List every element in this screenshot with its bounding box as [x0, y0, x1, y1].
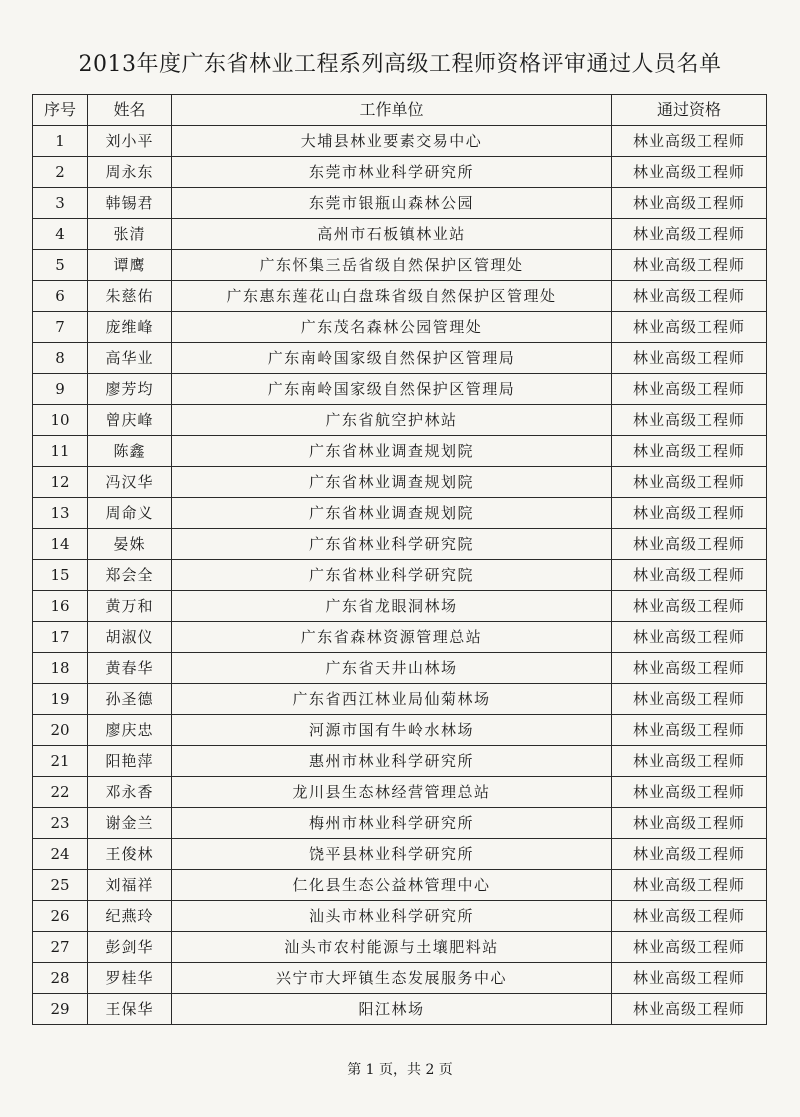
- cell-unit: 广东南岭国家级自然保护区管理局: [172, 343, 612, 374]
- cell-qualification: 林业高级工程师: [612, 157, 767, 188]
- cell-qualification: 林业高级工程师: [612, 529, 767, 560]
- cell-name: 陈鑫: [88, 436, 172, 467]
- table-row: [33, 529, 767, 560]
- table-row: [33, 467, 767, 498]
- cell-no: 13: [33, 498, 88, 529]
- roster-table-body: [33, 126, 767, 1025]
- table-row: [33, 994, 767, 1025]
- cell-no: 16: [33, 591, 88, 622]
- cell-unit: 龙川县生态林经营管理总站: [172, 777, 612, 808]
- cell-name: 高华业: [88, 343, 172, 374]
- header-row: [33, 95, 767, 126]
- cell-unit: 广东省林业科学研究院: [172, 560, 612, 591]
- cell-no: 18: [33, 653, 88, 684]
- cell-name: 朱慈佑: [88, 281, 172, 312]
- cell-no: 4: [33, 219, 88, 250]
- cell-qualification: 林业高级工程师: [612, 219, 767, 250]
- cell-unit: 广东省龙眼洞林场: [172, 591, 612, 622]
- cell-no: 2: [33, 157, 88, 188]
- cell-name: 庞维峰: [88, 312, 172, 343]
- header-unit: 工作单位: [172, 95, 612, 126]
- cell-name: 孙圣德: [88, 684, 172, 715]
- cell-qualification: 林业高级工程师: [612, 715, 767, 746]
- cell-name: 王俊林: [88, 839, 172, 870]
- cell-qualification: 林业高级工程师: [612, 405, 767, 436]
- cell-no: 25: [33, 870, 88, 901]
- cell-unit: 广东惠东莲花山白盘珠省级自然保护区管理处: [172, 281, 612, 312]
- table-row: [33, 870, 767, 901]
- table-row: [33, 126, 767, 157]
- cell-name: 王保华: [88, 994, 172, 1025]
- cell-name: 罗桂华: [88, 963, 172, 994]
- cell-qualification: 林业高级工程师: [612, 901, 767, 932]
- cell-no: 28: [33, 963, 88, 994]
- cell-qualification: 林业高级工程师: [612, 653, 767, 684]
- cell-qualification: 林业高级工程师: [612, 839, 767, 870]
- cell-no: 6: [33, 281, 88, 312]
- cell-name: 周永东: [88, 157, 172, 188]
- cell-name: 廖芳均: [88, 374, 172, 405]
- cell-qualification: 林业高级工程师: [612, 777, 767, 808]
- cell-no: 11: [33, 436, 88, 467]
- cell-unit: 仁化县生态公益林管理中心: [172, 870, 612, 901]
- table-row: [33, 901, 767, 932]
- cell-unit: 饶平县林业科学研究所: [172, 839, 612, 870]
- document-title: 2013年度广东省林业工程系列高级工程师资格评审通过人员名单: [78, 52, 722, 77]
- cell-unit: 惠州市林业科学研究所: [172, 746, 612, 777]
- cell-qualification: 林业高级工程师: [612, 467, 767, 498]
- cell-name: 阳艳萍: [88, 746, 172, 777]
- cell-unit: 兴宁市大坪镇生态发展服务中心: [172, 963, 612, 994]
- table-row: [33, 188, 767, 219]
- cell-no: 12: [33, 467, 88, 498]
- cell-unit: 高州市石板镇林业站: [172, 219, 612, 250]
- cell-unit: 汕头市林业科学研究所: [172, 901, 612, 932]
- cell-qualification: 林业高级工程师: [612, 963, 767, 994]
- cell-no: 19: [33, 684, 88, 715]
- cell-qualification: 林业高级工程师: [612, 932, 767, 963]
- table-row: [33, 777, 767, 808]
- cell-unit: 广东省森林资源管理总站: [172, 622, 612, 653]
- table-row: [33, 746, 767, 777]
- table-row: [33, 932, 767, 963]
- table-row: [33, 374, 767, 405]
- cell-qualification: 林业高级工程师: [612, 684, 767, 715]
- cell-no: 29: [33, 994, 88, 1025]
- cell-no: 21: [33, 746, 88, 777]
- cell-qualification: 林业高级工程师: [612, 312, 767, 343]
- cell-no: 22: [33, 777, 88, 808]
- cell-unit: 东莞市银瓶山森林公园: [172, 188, 612, 219]
- cell-name: 郑会全: [88, 560, 172, 591]
- cell-name: 纪燕玲: [88, 901, 172, 932]
- cell-qualification: 林业高级工程师: [612, 126, 767, 157]
- cell-name: 周命义: [88, 498, 172, 529]
- table-row: [33, 343, 767, 374]
- cell-no: 27: [33, 932, 88, 963]
- cell-qualification: 林业高级工程师: [612, 560, 767, 591]
- cell-qualification: 林业高级工程师: [612, 498, 767, 529]
- table-row: [33, 250, 767, 281]
- cell-name: 胡淑仪: [88, 622, 172, 653]
- table-row: [33, 405, 767, 436]
- cell-qualification: 林业高级工程师: [612, 994, 767, 1025]
- cell-name: 刘福祥: [88, 870, 172, 901]
- cell-no: 7: [33, 312, 88, 343]
- cell-qualification: 林业高级工程师: [612, 808, 767, 839]
- cell-qualification: 林业高级工程师: [612, 870, 767, 901]
- cell-name: 张清: [88, 219, 172, 250]
- cell-unit: 汕头市农村能源与土壤肥料站: [172, 932, 612, 963]
- cell-qualification: 林业高级工程师: [612, 746, 767, 777]
- cell-no: 3: [33, 188, 88, 219]
- cell-name: 彭剑华: [88, 932, 172, 963]
- table-row: [33, 219, 767, 250]
- header-name: 姓名: [88, 95, 172, 126]
- cell-unit: 广东怀集三岳省级自然保护区管理处: [172, 250, 612, 281]
- table-row: [33, 436, 767, 467]
- cell-name: 韩锡君: [88, 188, 172, 219]
- cell-qualification: 林业高级工程师: [612, 374, 767, 405]
- cell-no: 10: [33, 405, 88, 436]
- table-row: [33, 157, 767, 188]
- cell-name: 曾庆峰: [88, 405, 172, 436]
- cell-qualification: 林业高级工程师: [612, 250, 767, 281]
- table-row: [33, 312, 767, 343]
- cell-name: 廖庆忠: [88, 715, 172, 746]
- cell-no: 23: [33, 808, 88, 839]
- cell-no: 20: [33, 715, 88, 746]
- cell-unit: 广东省天井山林场: [172, 653, 612, 684]
- table-row: [33, 684, 767, 715]
- header-no: 序号: [33, 95, 88, 126]
- cell-no: 8: [33, 343, 88, 374]
- table-row: [33, 653, 767, 684]
- cell-name: 晏姝: [88, 529, 172, 560]
- table-row: [33, 963, 767, 994]
- cell-unit: 阳江林场: [172, 994, 612, 1025]
- header-qualification: 通过资格: [612, 95, 767, 126]
- cell-unit: 广东茂名森林公园管理处: [172, 312, 612, 343]
- cell-unit: 广东省林业科学研究院: [172, 529, 612, 560]
- table-row: [33, 281, 767, 312]
- cell-no: 14: [33, 529, 88, 560]
- table-row: [33, 808, 767, 839]
- cell-name: 黄万和: [88, 591, 172, 622]
- cell-qualification: 林业高级工程师: [612, 436, 767, 467]
- cell-no: 1: [33, 126, 88, 157]
- cell-no: 9: [33, 374, 88, 405]
- cell-name: 谭鹰: [88, 250, 172, 281]
- table-row: [33, 715, 767, 746]
- cell-name: 冯汉华: [88, 467, 172, 498]
- cell-unit: 广东省西江林业局仙菊林场: [172, 684, 612, 715]
- cell-qualification: 林业高级工程师: [612, 591, 767, 622]
- roster-table: [32, 94, 767, 1025]
- cell-no: 5: [33, 250, 88, 281]
- cell-qualification: 林业高级工程师: [612, 188, 767, 219]
- table-row: [33, 839, 767, 870]
- cell-name: 谢金兰: [88, 808, 172, 839]
- roster-table-header: [33, 95, 767, 126]
- cell-no: 17: [33, 622, 88, 653]
- table-row: [33, 560, 767, 591]
- cell-unit: 广东省林业调查规划院: [172, 436, 612, 467]
- table-row: [33, 591, 767, 622]
- table-row: [33, 498, 767, 529]
- cell-no: 26: [33, 901, 88, 932]
- cell-name: 邓永香: [88, 777, 172, 808]
- cell-unit: 河源市国有牛岭水林场: [172, 715, 612, 746]
- cell-qualification: 林业高级工程师: [612, 281, 767, 312]
- page-footer: 第 1 页，共 2 页: [347, 1062, 453, 1078]
- cell-no: 15: [33, 560, 88, 591]
- cell-qualification: 林业高级工程师: [612, 343, 767, 374]
- cell-unit: 广东省林业调查规划院: [172, 467, 612, 498]
- cell-unit: 东莞市林业科学研究所: [172, 157, 612, 188]
- cell-name: 刘小平: [88, 126, 172, 157]
- cell-unit: 广东省航空护林站: [172, 405, 612, 436]
- cell-unit: 大埔县林业要素交易中心: [172, 126, 612, 157]
- cell-unit: 梅州市林业科学研究所: [172, 808, 612, 839]
- cell-unit: 广东南岭国家级自然保护区管理局: [172, 374, 612, 405]
- cell-no: 24: [33, 839, 88, 870]
- cell-name: 黄春华: [88, 653, 172, 684]
- cell-unit: 广东省林业调查规划院: [172, 498, 612, 529]
- cell-qualification: 林业高级工程师: [612, 622, 767, 653]
- table-row: [33, 622, 767, 653]
